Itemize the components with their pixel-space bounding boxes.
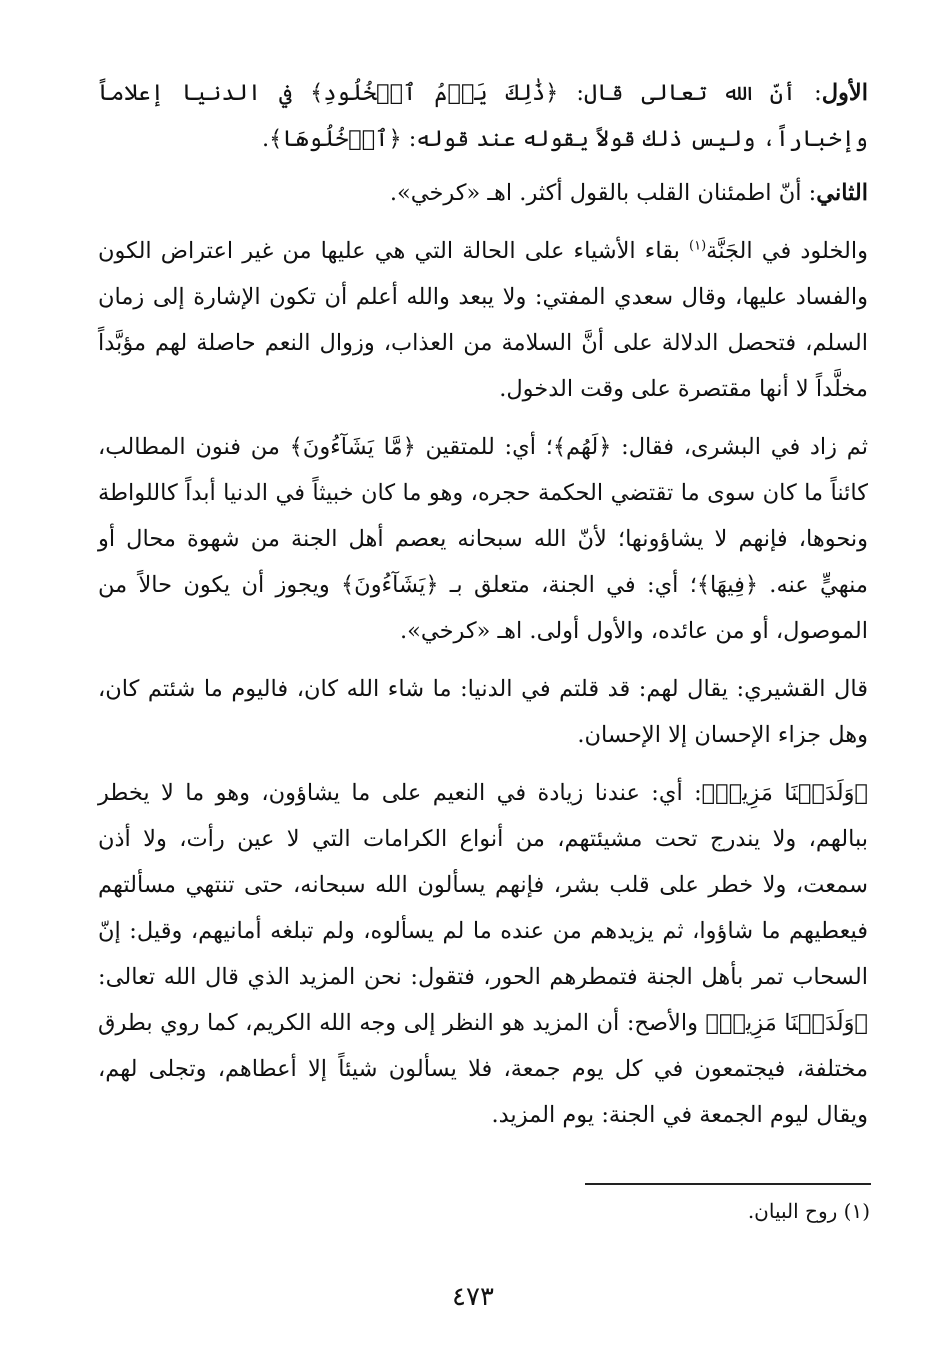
- paragraph-glad-tidings: [98, 424, 868, 654]
- paragraph-text-eternity-start: والخلود في الجَنَّة: [706, 238, 868, 264]
- paragraph-text-glad-tidings: ثم زاد في البشرى، فقال: ﴿لَهُم﴾؛ أي: للمتقين ﴿مَّا يَشَآءُونَ﴾ من فنون المطالب، كائناً ما كان سوى ما تقتضي الحكمة حجره، وهو ما كان خبيثاً في الدنيا أبداً كاللواطة ونحوها، فإنهم لا يشاؤونها؛ لأنّ الله سبحانه يعصم أهل الجنة من شهوة محال أو منهيٍّ عنه. ﴿فِيهَا﴾؛ أي: في الجنة، متعلق بـ ﴿يَشَآءُونَ﴾ ويجوز أن يكون حالاً من الموصول، أو من عائده، والأول أولى. اهـ «كرخي».: [98, 434, 868, 644]
- paragraph-qushayri: [98, 666, 868, 758]
- footnote-divider: [585, 1183, 871, 1185]
- paragraph-lead-first: الأول: [821, 80, 868, 106]
- footnote-reference[interactable]: (١): [689, 238, 707, 254]
- paragraph-text-second: : أنّ اطمئنان القلب بالقول أكثر. اهـ «كرخي».: [389, 180, 817, 206]
- page-number: ٤٧٣: [452, 1282, 494, 1312]
- paragraph-text-mazid: ﴿وَلَدَيۡنَا مَزِيدٞ﴾: أي: عندنا زيادة في النعيم على ما يشاؤون، وهو ما لا يخطر ببالهم، ولا يندرج تحت مشيئتهم، من أنواع الكرامات التي لا عين رأت، ولا أذن سمعت، ولا خطر على قلب بشر، فإنهم يسألون الله سبحانه، حتى تنتهي مسألتهم فيعطيهم ما شاؤوا، ثم يزيدهم من عنده ما لم يسألوه، ولم تبلغه أمانيهم، وقيل: إنّ السحاب تمر بأهل الجنة فتمطرهم الحور، فتقول: نحن المزيد الذي قال الله تعالى: ﴿وَلَدَيۡنَا مَزِيدٞ﴾ والأصح: أن المزيد هو النظر إلى وجه الله الكريم، كما روي بطرق مختلفة، فيجتمعون في كل يوم جمعة، فلا يسألون شيئاً إلا أعطاهم، وتجلى لهم، ويقال ليوم الجمعة في الجنة: يوم المزيد.: [98, 780, 868, 1128]
- main-text: [98, 70, 868, 1150]
- paragraph-second-reason: [98, 170, 868, 216]
- footnote-number: (١): [843, 1199, 870, 1223]
- paragraph-mazid: [98, 770, 868, 1138]
- paragraph-eternity: [98, 228, 868, 412]
- paragraph-text-eternity-end: بقاء الأشياء على الحالة التي هي عليها من غير اعتراض الكون والفساد عليها، وقال سعدي المفتي: ولا يبعد والله أعلم أن تكون الإشارة إلى زمان السلم، فتحصل الدلالة على أنَّ السلامة من العذاب، وزوال النعم حاصلة لهم مؤبَّداً مخلَّداً لا أنها مقتصرة على وقت الدخول.: [98, 238, 868, 402]
- paragraph-lead-second: الثاني: [816, 180, 868, 206]
- footnote: [570, 1196, 870, 1226]
- paragraph-text-qushayri: قال القشيري: يقال لهم: قد قلتم في الدنيا: ما شاء الله كان، فاليوم ما شئتم كان، وهل جزاء الإحسان إلا الإحسان.: [98, 676, 868, 748]
- paragraph-text-first: : أنّ الله تعالى قال: ﴿ذَٰلِكَ يَوۡمُ ٱلۡخُلُودِ﴾ في الدنيا إعلاماً وإخباراً، وليس ذلك قولاً يقوله عند قوله: ﴿ٱدۡخُلُوهَا﴾.: [98, 80, 868, 152]
- footnote-text: روح البيان.: [747, 1199, 838, 1223]
- paragraph-first-reason: [98, 70, 868, 162]
